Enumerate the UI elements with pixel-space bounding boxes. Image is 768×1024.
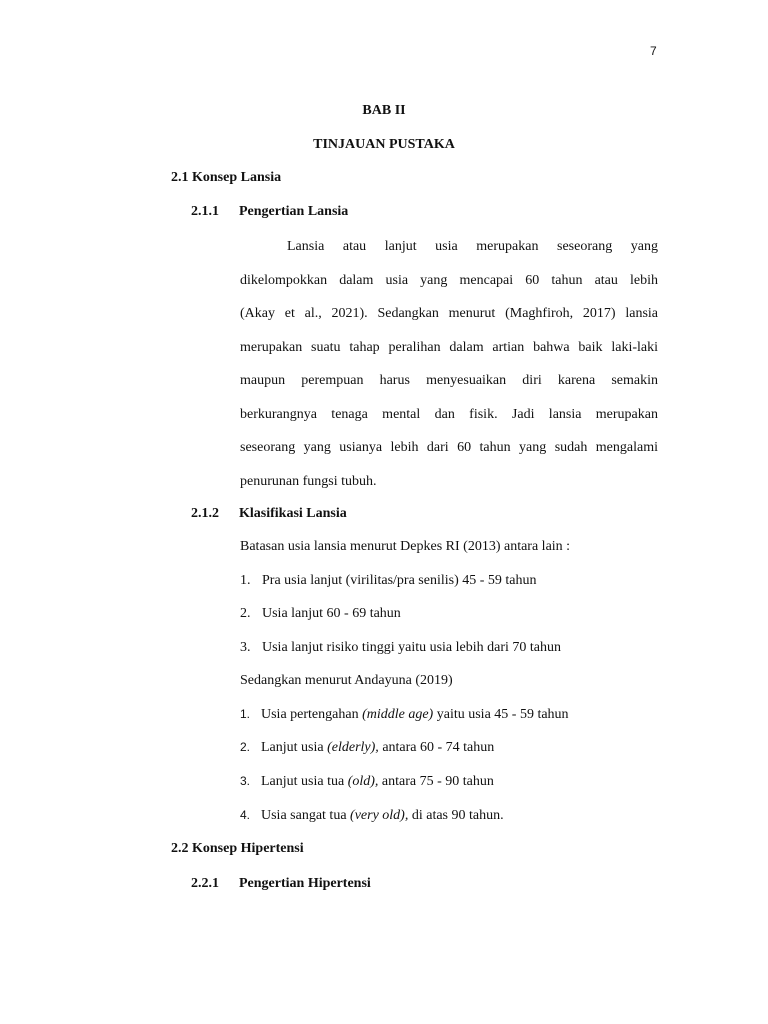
list-text: Lanjut usia tua [261,774,348,789]
list-number: 2. [240,740,251,754]
subsection-heading-2-1-1 [191,204,348,220]
list-number: 1. [240,573,251,588]
list-item [240,808,504,824]
paragraph-line: dikelompokkan dalam usia yang mencapai 60 tahun atau lebih [240,272,658,288]
subsection-title: Pengertian Lansia [239,204,349,219]
paragraph-line: (Akay et al., 2021). Sedangkan menurut (Maghfiroh, 2017) lansia [240,306,658,321]
list-text: Pra usia lanjut (virilitas/pra senilis) 45 - 59 tahun [262,573,537,588]
list-number: 4. [240,808,251,822]
list-item [240,740,494,756]
section-heading-2-2: 2.2 Konsep Hipertensi [171,841,304,856]
subsection-number: 2.1.1 [191,204,219,219]
list-item [240,606,401,622]
paragraph-line: merupakan suatu tahap peralihan dalam artian bahwa baik laki-laki [240,339,658,355]
subsection-number: 2.1.2 [191,506,219,521]
section-heading-2-1: 2.1 Konsep Lansia [171,170,282,185]
paragraph-pengertian-lansia [240,237,658,505]
chapter-title: BAB II [362,103,406,118]
list-text-italic: (middle age) [362,707,434,722]
list-text: antara 60 - 74 tahun [378,740,495,755]
list-number: 1. [240,707,251,721]
subsection-number: 2.2.1 [191,876,219,891]
list-text-italic: (very old), [350,808,409,823]
page-number: 7 [650,44,657,58]
subsection-title: Pengertian Hipertensi [239,876,371,891]
list-number: 3. [240,774,251,788]
list-text: Usia lanjut risiko tinggi yaitu usia lebih dari 70 tahun [262,640,562,655]
paragraph-line: maupun perempuan harus menyesuaikan diri karena semakin [240,373,658,388]
list-item [240,573,537,589]
subsection-heading-2-2-1 [191,876,371,892]
list-number: 3. [240,640,251,655]
list-number: 2. [240,606,251,621]
list-item [240,774,494,790]
list-item [240,640,561,656]
list-intro-andayuna: Sedangkan menurut Andayuna (2019) [240,673,453,688]
subsection-title: Klasifikasi Lansia [239,506,347,521]
paragraph-line: Lansia atau lanjut usia merupakan seseorang yang [287,239,658,254]
paragraph-line: penurunan fungsi tubuh. [240,473,377,489]
list-text: Usia lanjut 60 - 69 tahun [262,606,401,621]
list-text: yaitu usia 45 - 59 tahun [433,707,569,722]
list-intro-depkes: Batasan usia lansia menurut Depkes RI (2013) antara lain : [240,539,571,554]
subsection-heading-2-1-2 [191,506,347,522]
list-text: Lanjut usia [261,740,328,755]
list-text: Usia pertengahan [261,707,363,722]
paragraph-line: berkurangnya tenaga mental dan fisik. Jadi lansia merupakan [240,406,658,422]
paragraph-line: seseorang yang usianya lebih dari 60 tahun yang sudah mengalami [240,440,658,455]
list-text-italic: (elderly), [327,740,379,755]
list-text: Usia sangat tua [261,808,351,823]
list-item [240,707,569,723]
chapter-subtitle: TINJAUAN PUSTAKA [313,137,455,152]
list-text: antara 75 - 90 tahun [378,774,494,789]
list-text: di atas 90 tahun. [408,808,504,823]
list-text-italic: (old), [347,774,379,789]
